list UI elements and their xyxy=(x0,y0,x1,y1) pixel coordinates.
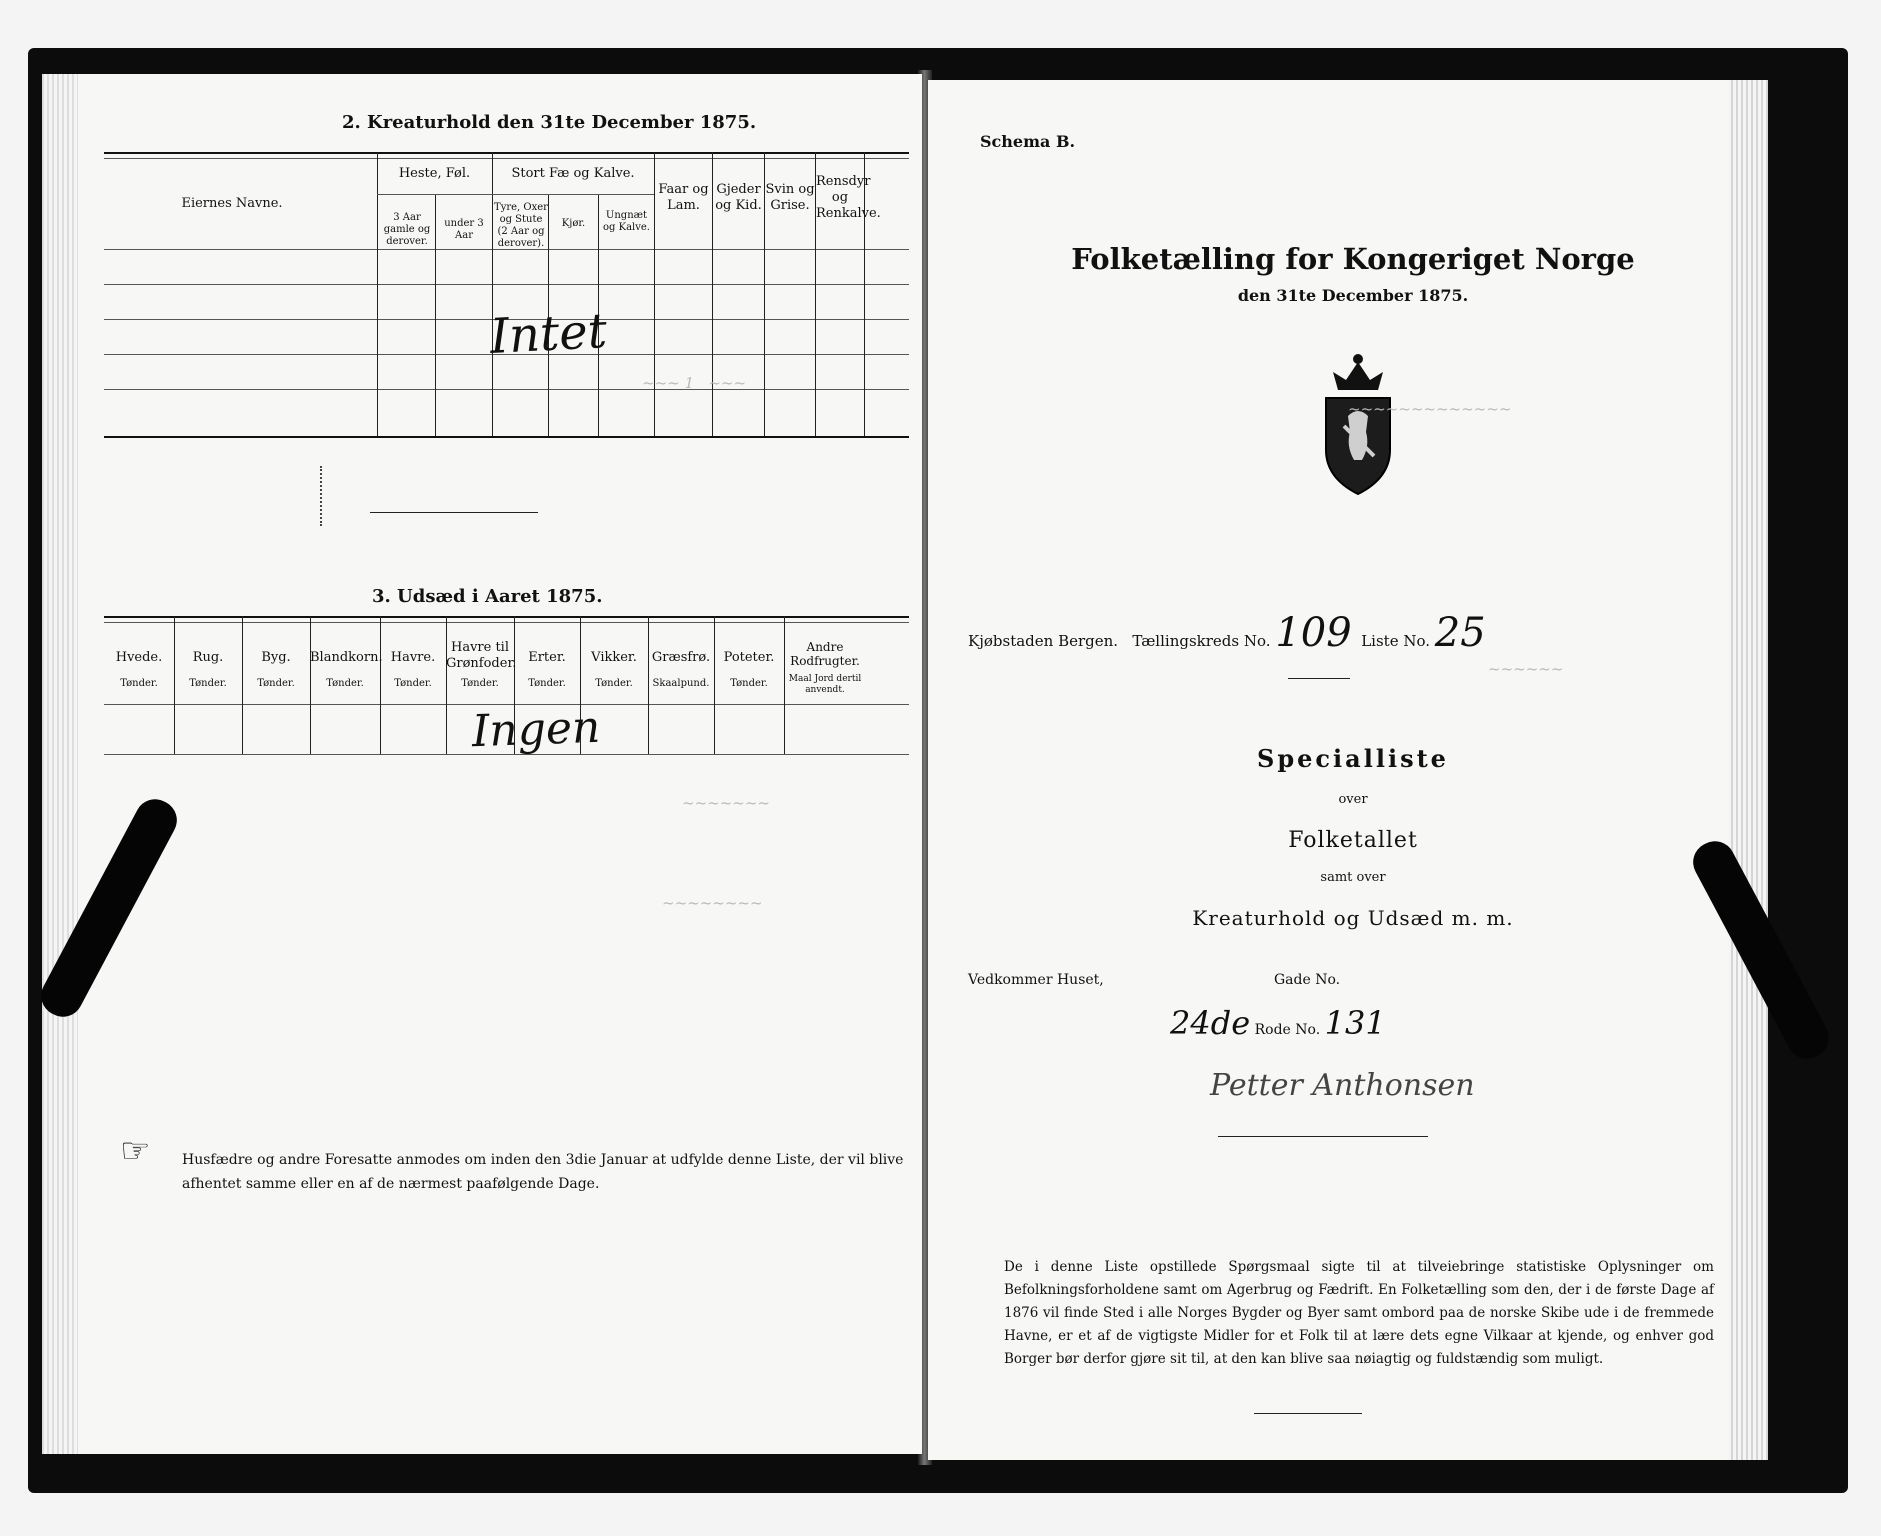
owner-signature: Petter Anthonsen xyxy=(1210,1068,1475,1103)
col-peas: Erter. xyxy=(528,650,566,665)
group-horses: Heste, Føl. xyxy=(398,166,471,181)
col-horse-under3: under 3 Aar xyxy=(444,218,484,241)
rode-number: 131 xyxy=(1324,1004,1386,1042)
table3-top-rule xyxy=(104,616,909,618)
short-rule xyxy=(1288,678,1350,679)
unit-rye: Tønder. xyxy=(189,678,227,689)
col-reindeer: Rensdyr og Renkalve. xyxy=(816,174,881,221)
col-bulls: Tyre, Oxer og Stute (2 Aar og derover). xyxy=(494,202,548,249)
handwritten-none: Ingen xyxy=(471,701,602,758)
col-grass-seed: Græsfrø. xyxy=(651,650,711,665)
table2-top-rule xyxy=(104,152,909,154)
right-page: Schema B. Folketælling for Kongeriget Norge den 31te December 1875. Kjøbstaden Bergen. Tællingskreds No. 109 Liste No. 25 Specialliste over Folketallet samt over Kreaturhold og Udsæd m. m. Vedkommer Huset, Gade No. 24de Rode No. 131 Petter Anthonsen De i denne Liste opstillede Spørgsmaal sigte til at tilveiebringe statistiske Oplysninger om Befolkningsforholdene samt om Agerbrug og Fædrift. En Folketælling som den, der i de første Dage af 1876 vil finde Sted i alle Norges Bygder og Byer samt ombord paa de norske Skibe ude i de fremmede Havne, er et af de vigtigste Midler for et Folk til at lære dets egne Vilkaar at kjende, og enhver god Borger bør derfor gjøre sit til, at den kan blive saa nøiagtig og fuldstændig som muligt. ~~~~~~~~~~~~~ ~~~~~~ xyxy=(928,80,1768,1460)
unit-wheat: Tønder. xyxy=(120,678,158,689)
unit-other-roots: Maal Jord dertil anvendt. xyxy=(788,674,862,695)
col-oats: Havre. xyxy=(390,650,436,665)
section3-title: 3. Udsæd i Aaret 1875. xyxy=(372,586,603,607)
kjobstad-label: Kjøbstaden Bergen. xyxy=(968,632,1119,650)
closing-rule xyxy=(1254,1413,1362,1414)
unit-peas: Tønder. xyxy=(528,678,566,689)
location-line xyxy=(968,610,1486,656)
rode-label: Rode No. xyxy=(1254,1022,1321,1038)
page-edge-strip xyxy=(42,74,78,1454)
signature-rule xyxy=(1218,1136,1428,1137)
unit-potatoes: Tønder. xyxy=(730,678,768,689)
liste-number: 25 xyxy=(1434,610,1486,656)
col-pigs: Svin og Grise. xyxy=(765,182,815,213)
col-rye: Rug. xyxy=(192,650,224,665)
unit-oats: Tønder. xyxy=(394,678,432,689)
rode-line xyxy=(1170,1004,1386,1042)
unit-barley: Tønder. xyxy=(257,678,295,689)
section2-title: 2. Kreaturhold den 31te December 1875. xyxy=(342,112,757,133)
col-goats: Gjeder og Kid. xyxy=(715,182,762,213)
col-owner-names: Eiernes Navne. xyxy=(181,196,283,211)
col-green-fodder: Havre til Grønfoder. xyxy=(446,640,517,671)
vedkommer-label: Vedkommer Huset, xyxy=(968,972,1104,988)
explanation-paragraph: De i denne Liste opstillede Spørgsmaal sigte til at tilveiebringe statistiske Oplysninger om Befolkningsforholdene samt om Agerbrug og Fædrift. En Folketælling som den, der i de første Dage af 1876 vil finde Sted i alle Norges Bygder og Byer samt ombord paa de norske Skibe ude i de fremmede Havne, er et af de vigtigste Midler for et Folk til at lære dets egne Vilkaar at kjende, og enhver god Borger bør derfor gjøre sit til, at den kan blive saa nøiagtig og fuldstændig som muligt. xyxy=(1004,1259,1714,1367)
samt-over-text: samt over xyxy=(1320,870,1386,885)
schema-label: Schema B. xyxy=(980,132,1076,151)
over-text: over xyxy=(1338,792,1368,807)
col-mixed-grain: Blandkorn. xyxy=(310,650,383,665)
notice-text: Husfædre og andre Foresatte anmodes om inden den 3die Januar at udfylde denne Liste, der vil blive afhentet samme eller en af de nærmest paafølgende Dage. xyxy=(182,1152,904,1192)
separator-rule xyxy=(370,512,538,513)
col-other-roots: Andre Rodfrugter. xyxy=(790,640,860,668)
col-wheat: Hvede. xyxy=(115,650,163,665)
col-sheep: Faar og Lam. xyxy=(658,182,709,213)
document-title: Folketælling for Kongeriget Norge xyxy=(1071,242,1635,276)
unit-grass-seed: Skaalpund. xyxy=(652,678,710,689)
pointing-hand-icon: ☞ xyxy=(120,1131,151,1171)
unit-vetch: Tønder. xyxy=(595,678,633,689)
unit-green-fodder: Tønder. xyxy=(461,678,499,689)
speciallist-title: Specialliste xyxy=(1257,744,1449,773)
tick-marks xyxy=(320,466,327,526)
left-page: 2. Kreaturhold den 31te December 1875. Eiernes Navne. Heste, Føl. 3 Aar gamle og derover. under 3 Aar Stort Fæ og Kalve. Tyre, Oxer og Stute (2 Aar og derover). Kjør. Ungnæt og Kalve. Faar og Lam. Gjeder og Kid. Svin og Grise. Rensdyr og Renkalve. Intet 3. Udsæd i Aaret 1875. Hvede. Tønder. Rug. Tønder. Byg. Tønder. Blandkorn. Tønder. Havre. Tønder. Havre til Grønfoder. Tønder. Erter. Tønder. Vikker. Tønder. Græsfrø. Skaalpund. Poteter. Tønder. Andre Rodfrugter. Maal Jord dertil anvendt. Ingen ☞ Husfædre og andre Foresatte anmodes om inden den 3die Januar at udfylde denne Liste, der vil blive afhentet samme eller en af de nærmest paafølgende Dage. ~~~ 1 ~~~ ~~~~~~~ ~~~~~~~~ xyxy=(42,74,922,1454)
liste-label: Liste No. xyxy=(1361,632,1431,650)
document-subtitle: den 31te December 1875. xyxy=(1237,286,1469,305)
col-cows: Kjør. xyxy=(561,218,586,229)
col-potatoes: Poteter. xyxy=(723,650,775,665)
table2-bottom-rule xyxy=(104,436,909,438)
folketallet-title: Folketallet xyxy=(1288,828,1418,853)
handwritten-nothing: Intet xyxy=(488,302,609,366)
kreaturhold-title: Kreaturhold og Udsæd m. m. xyxy=(1192,906,1514,930)
rode-prefix: 24de xyxy=(1170,1004,1251,1042)
col-barley: Byg. xyxy=(261,650,291,665)
kreds-number: 109 xyxy=(1275,610,1352,656)
gade-label: Gade No. xyxy=(1274,972,1341,988)
coat-of-arms-icon xyxy=(1308,350,1408,500)
col-young: Ungnæt og Kalve. xyxy=(603,210,650,233)
col-horse-3plus: 3 Aar gamle og derover. xyxy=(383,212,431,247)
unit-mixed-grain: Tønder. xyxy=(326,678,364,689)
page-edge-strip-right xyxy=(1728,80,1768,1460)
col-vetch: Vikker. xyxy=(591,650,637,665)
group-cattle: Stort Fæ og Kalve. xyxy=(511,166,635,181)
kreds-label: Tællingskreds No. xyxy=(1132,632,1271,650)
